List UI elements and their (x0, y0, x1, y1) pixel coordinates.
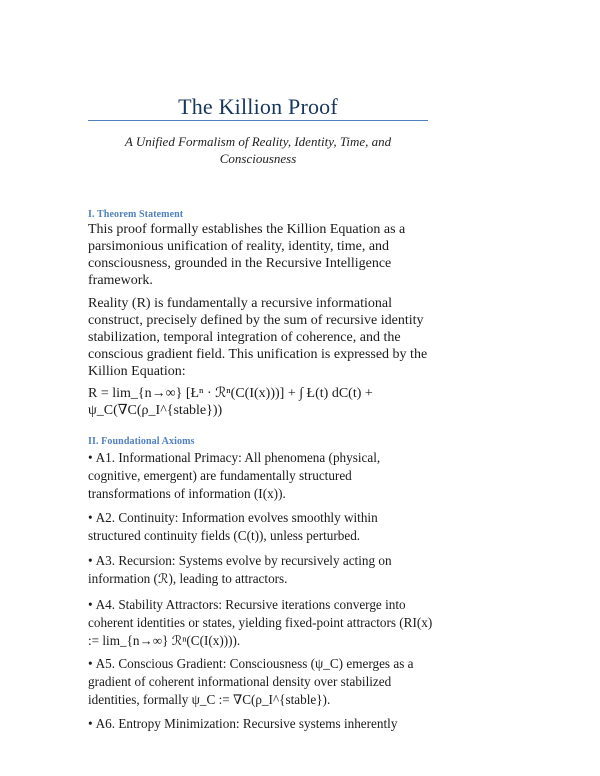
axiom-text-a2: A2. Continuity: Information evolves smoothly within structured continuity fields (C(t)), unless perturbed. (88, 510, 378, 543)
killion-equation: R = lim_{n→∞} [Łⁿ · ℛⁿ(C(I(x)))] + ∫ Ł(t) dC(t) + ψ_C(∇C(ρ_I^{stable})) (88, 386, 373, 418)
axiom-text-a1: A1. Informational Primacy: All phenomena (physical, cognitive, emergent) are fundamentally structured transformations of information (I(x)). (88, 450, 381, 501)
axiom-text-a5: A5. Conscious Gradient: Consciousness (ψ_C) emerges as a gradient of coherent informational density over stabilized identities, formally ψ_C := ∇C(ρ_I^{stable}). (88, 656, 414, 707)
axiom-text-a6: A6. Entropy Minimization: Recursive systems inherently (95, 716, 398, 731)
bullet-icon: • (88, 597, 93, 612)
document-subtitle: A Unified Formalism of Reality, Identity, Time, and Consciousness (124, 134, 392, 166)
axiom-item (88, 715, 433, 733)
bullet-icon: • (88, 450, 93, 465)
axiom-item (88, 552, 433, 588)
axiom-item (88, 449, 433, 503)
paragraph-theorem-intro: This proof formally establishes the Killion Equation as a parsimonious unification of reality, identity, time, and consciousness, grounded in the Recursive Intelligence framework. (88, 222, 406, 288)
bullet-icon: • (88, 656, 93, 671)
section-heading-theorem: I. Theorem Statement (88, 209, 184, 220)
section-heading-axioms: II. Foundational Axioms (88, 436, 195, 447)
bullet-icon: • (88, 716, 93, 731)
paragraph-reality-definition: Reality (R) is fundamentally a recursive informational construct, precisely defined by the sum of recursive identity stabilization, temporal integration of coherence, and the conscious gradient field. This unification is expressed by the Killion Equation: (88, 296, 428, 379)
axiom-text-a4: A4. Stability Attractors: Recursive iterations converge into coherent identities or states, yielding fixed-point attractors (RI(x) := lim_{n→∞} ℛⁿ(C(I(x)))). (88, 597, 433, 648)
title-underline (88, 120, 428, 121)
axiom-item (88, 596, 433, 650)
axiom-item (88, 509, 433, 545)
bullet-icon: • (88, 553, 93, 568)
document-title: The Killion Proof (178, 94, 338, 119)
axiom-text-a3: A3. Recursion: Systems evolve by recursively acting on information (ℛ), leading to attractors. (88, 553, 392, 586)
axiom-item (88, 655, 433, 709)
bullet-icon: • (88, 510, 93, 525)
